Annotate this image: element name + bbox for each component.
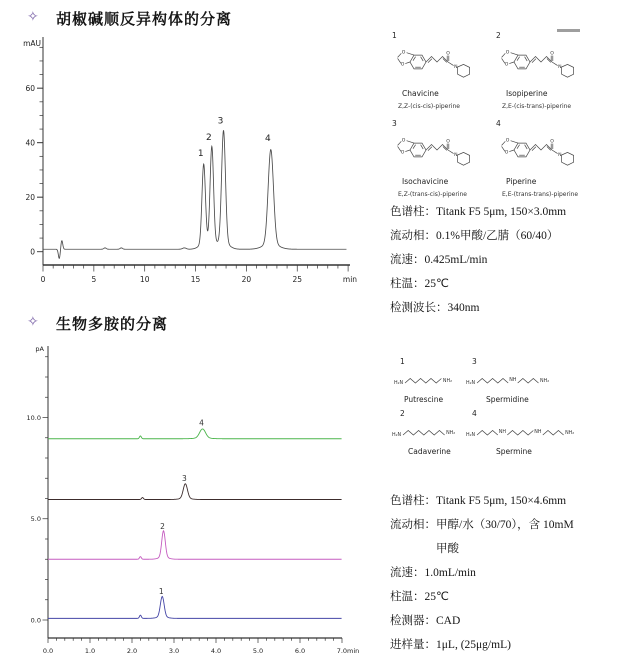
chromatogram-1 — [5, 33, 377, 295]
structure-number: 1 — [392, 31, 397, 40]
structure-number: 4 — [472, 409, 477, 418]
chart-shape — [421, 57, 424, 61]
chart-shape — [514, 143, 530, 157]
atom-O: O — [446, 51, 450, 57]
molecule-structure — [398, 138, 470, 166]
x-tick-label: 0 — [40, 275, 46, 284]
chart-shape — [407, 141, 414, 143]
x-tick-label: 1.0 — [84, 647, 96, 655]
chart-shape — [413, 57, 416, 61]
atom-O: O — [446, 139, 450, 145]
chart-shape — [502, 53, 506, 57]
x-tick-label: 2.0 — [126, 647, 138, 655]
molecule-structure — [466, 377, 549, 386]
chart-shape — [507, 431, 533, 436]
x-tick-label: 25 — [292, 275, 303, 284]
atom-O: O — [401, 50, 406, 56]
method-param-line: 柱温：25℃ — [390, 591, 449, 603]
signal-trace-spermidine — [48, 484, 342, 500]
chart-shape — [562, 64, 574, 77]
x-tick-label: 15 — [190, 275, 201, 284]
method-param-line: 色谱柱：Titank F5 5μm, 150×3.0mm — [390, 206, 567, 218]
y-tick-label: 10.0 — [26, 413, 41, 422]
chart-shape — [413, 145, 416, 149]
structure-name: Isopiperine — [506, 89, 548, 98]
structure-name: Cadaverine — [408, 447, 451, 456]
molecule-structure — [392, 430, 455, 438]
chart-shape — [398, 141, 402, 145]
y-tick-label: 5.0 — [30, 515, 41, 524]
x-tick-label: 10 — [139, 275, 150, 284]
atom-O: O — [401, 138, 406, 144]
method-params-2 — [390, 489, 616, 657]
method-param-line: 色谱柱：Titank F5 5μm, 150×4.6mm — [390, 495, 567, 507]
method-param-line: 流速：0.425mL/min — [390, 254, 488, 266]
y-axis-unit: mAU — [23, 39, 41, 48]
chart-shape — [410, 55, 426, 69]
diamond-bullet-icon: ✧ — [27, 9, 39, 25]
section1-title: 胡椒碱顺反异构体的分离 — [56, 10, 233, 28]
chart-shape — [398, 53, 402, 57]
structure-number: 2 — [496, 31, 501, 40]
atom-N: N — [558, 153, 562, 158]
amine-end-label: H₂N — [466, 433, 476, 438]
chart-shape — [509, 150, 514, 152]
molecule-structure — [502, 138, 574, 166]
structure-iupac: E,Z-(trans-cis)-piperine — [398, 191, 467, 198]
chart-shape — [405, 150, 410, 152]
structure-iupac: Z,E-(cis-trans)-piperine — [502, 103, 572, 110]
peak-label: 4 — [264, 134, 271, 145]
chart-shape — [403, 431, 445, 436]
structure-name: Spermidine — [486, 395, 529, 404]
atom-O: O — [550, 51, 554, 57]
chart-shape — [552, 62, 558, 66]
chart-shape — [543, 431, 564, 436]
method-param-line: 检测器：CAD — [390, 615, 461, 627]
peak-label: 1 — [158, 587, 164, 597]
structure-number: 4 — [496, 119, 501, 128]
x-tick-label: 3.0 — [168, 647, 180, 655]
structure-name: Isochavicine — [402, 177, 449, 186]
section2-header — [0, 313, 380, 337]
structure-panel-isomers — [388, 28, 616, 200]
structure-number: 1 — [400, 357, 405, 366]
chart-shape — [514, 55, 530, 69]
chart-shape — [405, 62, 410, 64]
chart-shape — [518, 379, 539, 384]
structure-name: Chavicine — [402, 89, 439, 98]
chart-shape — [562, 152, 574, 165]
amine-end-label: H₂N — [466, 381, 476, 386]
atom-O: O — [505, 138, 510, 144]
structure-number: 3 — [392, 119, 397, 128]
section1-header — [0, 8, 380, 32]
structure-name: Putrescine — [404, 395, 444, 404]
method-param-line: 流动相：0.1%甲酸/乙腈（60/40） — [390, 230, 559, 242]
signal-trace-putrescine — [48, 597, 342, 619]
structure-name: Piperine — [506, 177, 537, 186]
structure-panel-amines — [388, 348, 616, 473]
structure-iupac: E,E-(trans-trans)-piperine — [502, 191, 579, 198]
peak-label: 2 — [160, 521, 165, 531]
atom-N: N — [454, 65, 458, 70]
x-tick-label: 6.0 — [294, 647, 306, 655]
peak-label: 1 — [197, 149, 204, 160]
peak-label: 3 — [217, 116, 224, 127]
y-tick-label: 0.0 — [30, 616, 41, 625]
chart-shape — [525, 145, 528, 149]
atom-O: O — [505, 50, 510, 56]
structure-name: Spermine — [496, 447, 532, 456]
method-param-line: 流动相：甲醇/水（30/70），含 10mM — [390, 519, 574, 531]
atom-O: O — [400, 150, 405, 156]
y-tick-label: 40 — [25, 138, 35, 148]
amine-mid-label: NH — [534, 430, 542, 435]
amine-end-label: NH₂ — [446, 431, 456, 436]
signal-trace — [43, 131, 346, 259]
atom-N: N — [454, 153, 458, 158]
chart-shape — [410, 143, 426, 157]
chart-shape — [458, 64, 470, 77]
structure-number: 2 — [400, 409, 405, 418]
molecule-structure — [394, 378, 452, 386]
molecule-structure — [502, 50, 574, 78]
x-tick-label: 5 — [91, 275, 97, 284]
signal-trace-cadaverine — [48, 531, 342, 559]
molecule-structure — [466, 429, 574, 438]
chart-shape — [517, 57, 520, 61]
method-param-line: 流速：1.0mL/min — [390, 567, 476, 579]
x-tick-label: 20 — [241, 275, 252, 284]
atom-O: O — [550, 139, 554, 145]
chart-shape — [517, 145, 520, 149]
chart-shape — [477, 379, 508, 384]
atom-O: O — [504, 62, 509, 68]
chart-shape — [458, 152, 470, 165]
chart-shape — [448, 150, 454, 154]
chart-shape — [511, 141, 518, 143]
amine-end-label: NH₂ — [442, 379, 453, 384]
x-axis-unit: min — [342, 275, 358, 284]
chart-shape — [407, 53, 414, 55]
y-axis-unit: pA — [35, 345, 44, 353]
chart-shape — [502, 141, 506, 145]
method-param-line: 柱温：25℃ — [390, 278, 449, 290]
chart-shape — [477, 431, 498, 436]
amine-end-label: H₂N — [394, 381, 404, 386]
amine-end-label: NH₂ — [540, 379, 550, 384]
chart-shape — [525, 57, 528, 61]
atom-N: N — [558, 65, 562, 70]
atom-O: O — [400, 62, 405, 68]
amine-end-label: NH₂ — [565, 431, 575, 436]
y-tick-label: 60 — [25, 83, 35, 93]
chart-shape — [448, 62, 454, 66]
y-tick-label: 0 — [30, 247, 35, 257]
method-param-line: 进样量：1μL, (25μg/mL) — [390, 639, 511, 651]
chart-shape — [405, 379, 441, 384]
structure-iupac: Z,Z-(cis-cis)-piperine — [398, 103, 460, 110]
x-tick-label: 7.0min — [336, 647, 360, 655]
x-tick-label: 5.0 — [252, 647, 264, 655]
peak-label: 4 — [199, 418, 204, 428]
y-tick-label: 20 — [25, 192, 35, 202]
chart-shape — [552, 150, 558, 154]
peak-label: 2 — [205, 132, 212, 143]
amine-mid-label: NH — [509, 378, 517, 383]
section2-title: 生物多胺的分离 — [56, 315, 169, 333]
structure-number: 3 — [472, 357, 477, 366]
amine-mid-label: NH — [498, 430, 507, 435]
chart-shape — [511, 53, 518, 55]
atom-O: O — [504, 150, 509, 156]
amine-end-label: H₂N — [392, 433, 402, 438]
diamond-bullet-icon: ✧ — [27, 314, 39, 330]
method-params-1 — [390, 200, 616, 320]
x-tick-label: 4.0 — [210, 647, 222, 655]
x-tick-label: 0.0 — [42, 647, 54, 655]
chart-shape — [421, 145, 424, 149]
peak-label: 3 — [181, 473, 187, 483]
method-param-line: 甲酸 — [436, 543, 459, 555]
molecule-structure — [398, 50, 470, 78]
signal-trace-spermine — [48, 429, 342, 439]
chromatogram-2 — [20, 338, 378, 668]
chart-shape — [509, 62, 514, 64]
method-param-line: 检测波长：340nm — [390, 302, 480, 314]
